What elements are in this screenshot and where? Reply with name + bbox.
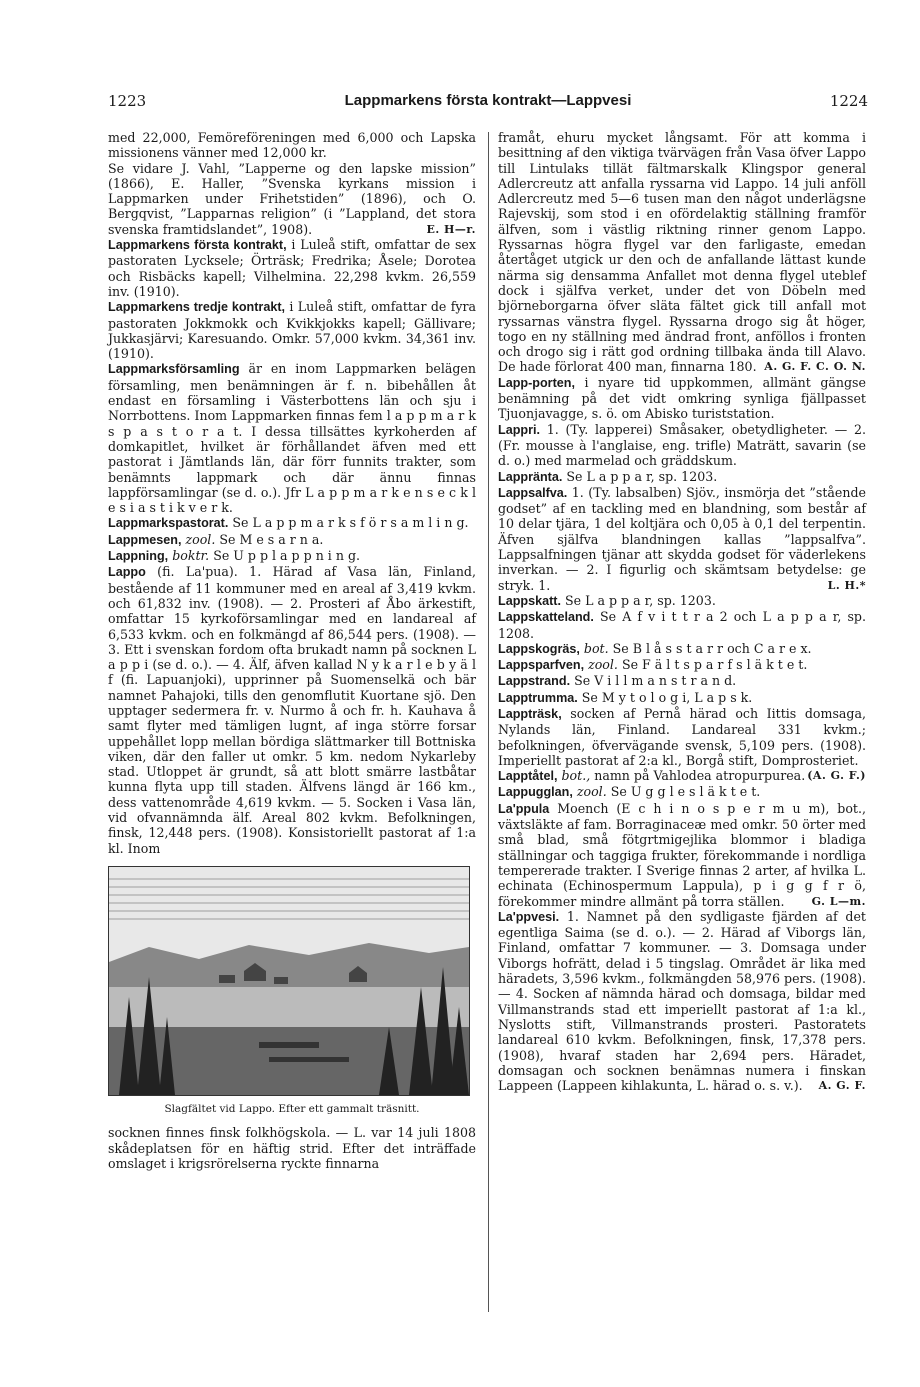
entry-domain: zool. <box>576 784 607 800</box>
paragraph: socknen finnes finsk folkhögskola. — L. var 14 juli 1808 skådeplatsen för en häftig strid. Efter det inträffade omslaget i krigsrörelserna ryckte finnarna <box>108 1125 476 1171</box>
entry-headword: Lappskatt. <box>498 593 561 608</box>
entry-domain: zool. <box>185 531 216 547</box>
author-signature: L. H.* <box>827 578 866 592</box>
page-number-right: 1224 <box>829 92 868 110</box>
entry-body: 1. (Ty. lapperei) Småsaker, obetydligheter. — 2. (Fr. mousse à l'anglaise, eng. trifle) Maträtt, savarin (se d. o.) med marmelad och gräddskum. <box>498 421 866 469</box>
author-signature: (A. G. F.) <box>807 769 866 783</box>
entry-body: Se F ä l t s p a r f s l ä k t e t. <box>621 657 808 673</box>
paragraph <box>108 161 476 237</box>
entry-body: Se M e s a r n a. <box>219 531 324 547</box>
dictionary-entry <box>498 641 866 657</box>
entry-headword: Lapptrumma. <box>498 690 578 705</box>
entry-headword: La'ppvesi. <box>498 909 560 924</box>
entry-headword: Lappmarkens tredje kontrakt, <box>108 300 286 315</box>
dictionary-entry <box>498 909 866 1094</box>
figure-caption: Slagfältet vid Lappo. Efter ett gammalt träsnitt. <box>164 1102 420 1115</box>
entry-headword: Lappmarkspastorat. <box>108 516 229 531</box>
entry-headword: Lappning, <box>108 549 169 564</box>
paragraph <box>498 130 866 375</box>
dictionary-entry <box>498 375 866 422</box>
entry-body: i Luleå stift, omfattar de fyra pastoraten Jokkmokk och Kvikkjokks kapell; Gällivare; Jukkasjärvi; Karesuando. Omkr. 57,000 kvkm. 34,361 inv. (1910). <box>108 299 476 362</box>
paragraph-text: Se vidare J. Vahl, ”Lapperne og den lapske mission” (1866), E. Haller, ”Svenska kyrkans mission i Lappmarken under Frihetstiden” (1896), och O. Bergqvist, ”Lapparnas religion” (i ”Lappland, det stora svenska framtidslandet”, 1908). <box>108 160 476 237</box>
battlefield-illustration <box>108 866 470 1096</box>
dictionary-entry <box>108 299 476 361</box>
entry-body: namn på Vahlodea atropurpurea. <box>594 768 806 784</box>
entry-domain: bot. <box>583 640 609 656</box>
dictionary-entry <box>498 422 866 469</box>
right-column <box>498 130 866 1093</box>
entry-body: i nyare tid uppkommen, allmänt gängse benämning på det vidt omkring synliga fjällpasset Tjuonjavagge, s. ö. om Abisko turiststation. <box>498 374 866 422</box>
page-number-left: 1223 <box>108 92 147 110</box>
entry-body: Se L a p p a r, sp. 1203. <box>566 468 718 484</box>
entry-body: Se V i l l m a n s t r a n d. <box>574 673 737 689</box>
entry-body: Se U g g l e s l ä k t e t. <box>610 784 761 800</box>
dictionary-entry <box>498 657 866 673</box>
entry-headword: Lappugglan, <box>498 785 573 800</box>
entry-headword: Lappstrand. <box>498 674 571 689</box>
entry-headword: Lappskatteland. <box>498 610 594 625</box>
entry-body: Se B l å s s t a r r och C a r e x. <box>612 640 812 656</box>
entry-headword: Lappmarkens första kontrakt, <box>108 238 287 253</box>
dictionary-entry <box>498 593 866 609</box>
author-signature: A. G. F. <box>818 1079 866 1093</box>
paragraph-text: framåt, ehuru mycket långsamt. För att komma i besittning af den viktiga tvärvägen från Vasa öfver Lappo till Lintulaks tillät fältmarskalk Klingspor general Adlercreutz att anfalla ryssarna vid Lappo. 14 juli anföll Adlercreutz med 5—6 tusen man den något underlägsne Rajevskij, som stod i en ofördelaktig ställning framför älfven, som i västlig riktning rinner genom Lappo. Ryssarnas högra flygel var den farligaste, emedan återtåget utgick ur den och de anfallande lättast kunde närma sig densamma Anfallet mot denna flygel uteblef dock i själfva verket, under det von Döbeln med björneborgarna öfver släta fältet gick till anfall mot ryssarnas vänstra flygel. Ryssarna drogo sig åt höger, togo en ny ställning med ändrad front, anföllos i fronten och drogo sig i rätt god ordning tillbaka ända till Alavo. De hade förlorat 400 man, finnarna 180. <box>498 130 866 375</box>
entry-body: 1. Namnet på den sydligaste fjärden af det egentliga Saima (se d. o.). — 2. Härad af Viborgs län, Finland, omfattar 7 kommuner. — 3. Domsaga under Viborgs hofrätt, delad i 5 tingslag. Området är lika med häradets, 3,596 kvkm., folkmängden 58,976 pers. (1908). — 4. Socken af nämnda härad och domsaga, bildar med Villmanstrands stad ett imperiellt pastorat af 1:a kl., Nyslotts stift, Villmanstrands prosteri. Pastoratets landareal 610 kvkm. Befolkningen, finsk, 17,378 pers. (1908), hvaraf staden har 2,694 pers. Häradet, domsagan och socknen benämnas numera i finskan Lappeen (Lappeen kihlakunta, L. härad o. s. v.). <box>498 908 866 1094</box>
dictionary-entry <box>108 532 476 548</box>
entry-body: är en inom Lappmarken belägen församling, men benämningen är f. n. bibehållen åt endast en församling i Västerbottens län och sju i Norrbottens. Inom Lappmarken finnas fem l a p p m a r k s p a s t o r a t. I dessa tillsättes kyrkoherden af domkapitlet, hvilket är förhållandet äfven med ett pastorat i Jämtlands län, där förr funnits trakter, som benämnts lappmark och där ännu finnas lappförsamlingar (se d. o.). Jfr L a p p m a r k e n s e c k l e s i a s t i k v e r k. <box>108 361 476 516</box>
entry-headword: Lappränta. <box>498 469 563 484</box>
dictionary-entry <box>498 801 866 909</box>
entry-headword: Lappo <box>108 565 146 580</box>
entry-headword: Lappri. <box>498 422 540 437</box>
column-divider <box>488 132 489 1312</box>
dictionary-entry <box>498 485 866 593</box>
dictionary-entry <box>108 548 476 564</box>
running-title: Lappmarkens första kontrakt—Lappvesi <box>344 92 632 109</box>
entry-headword: Lapptåtel, <box>498 769 558 784</box>
entry-domain: zool. <box>588 657 618 673</box>
entry-body: (fi. La'pua). 1. Härad af Vasa län, Finland, bestående af 11 kommuner med en areal af 3,419 kvkm. och 61,832 inv. (1908). — 2. Prosteri af Åbo ärkestift, omfattar 15 kyrkoförsamlingar med en landareal af 6,533 kvkm. och en folkmängd af 86,544 pers. (1908). — 3. Ett i svenskan fordom ofta brukadt namn på socknen L a p p i (se d. o.). — 4. Älf, äfven kallad N y k a r l e b y ä l f (fi. Lapuanjoki), upprinner på Suomenselkä och bär namnet Pahajoki, tills den genomflutit Kuortane sjö. Den upptager sedermera fr. v. Nurmo å och fr. h. Kauhava å samt flyter med tämligen lugnt, af inga större forsar uppehållet lopp mellan bördiga slättmarker till Bottniska viken, där den faller ut omkr. 5 km. nedom Nykarleby stad. Utloppet är grundt, så att blott smärre lastbåtar kunna flyta upp till staden. Älfvens längd är 166 km., dess vattenområde 4,619 kvkm. — 5. Socken i Vasa län, vid ofvannämnda älf. Areal 802 kvkm. Befolkningen, finsk, 12,448 pers. (1908). Konsistoriellt pastorat af 1:a kl. Inom <box>108 564 476 856</box>
entry-domain: bot., <box>561 768 591 784</box>
entry-headword: Lappmarksförsamling <box>108 362 240 377</box>
dictionary-entry <box>108 237 476 299</box>
entry-domain: boktr. <box>172 548 210 564</box>
entry-body: Se U p p l a p p n i n g. <box>213 548 361 564</box>
entry-headword: Lapp-porten, <box>498 375 575 390</box>
dictionary-entry <box>498 609 866 641</box>
paragraph: med 22,000, Femöreföreningen med 6,000 och Lapska missionens vänner med 12,000 kr. <box>108 130 476 161</box>
entry-body: Moench (E c h i n o s p e r m u m), bot., växtsläkte af fam. Borraginaceæ med omkr. 50 örter med små blad, små fötgrtmigejlika blommor i bladiga ställningar och taggiga frukter, förekommande i nordliga tempererade trakter. I Sverige finnas 2 arter, af hvilka L. echinata (Echinospermum Lappula), p i g g f r ö, förekommer mindre allmänt på torra ställen. <box>498 800 866 909</box>
woodcut-figure <box>108 866 476 1117</box>
entry-body: i Luleå stift, omfattar de sex pastoraten Lycksele; Örträsk; Fredrika; Åsele; Dorotea och Risbäcks kapell; Vilhelmina. 22,298 kvkm. 26,559 inv. (1910). <box>108 237 476 299</box>
entry-headword: Lappträsk, <box>498 706 562 721</box>
author-signature: A. G. F. C. O. N. <box>764 360 866 374</box>
dictionary-entry <box>498 469 866 485</box>
entry-headword: Lappskogräs, <box>498 641 580 656</box>
entry-headword: Lappsalfva. <box>498 485 568 500</box>
dictionary-entry <box>108 564 476 856</box>
dictionary-entry <box>108 515 476 531</box>
dictionary-entry <box>498 784 866 800</box>
entry-body: 1. (Ty. labsalben) Sjöv., insmörja det ”stående godset” af en tackling med en blandning, som består af 10 delar tjära, 1 del koltjära och 0,05 à 0,1 del terpentin. Äfven själfva blandningen kallas ”lappsalfva”. Lappsalfningen tjänar att skydda godset för väderlekens inverkan. — 2. I figurlig och skämtsam betydelse: ge stryk. 1. <box>498 484 866 593</box>
dictionary-entry <box>498 690 866 706</box>
author-signature: G. L—m. <box>811 894 866 908</box>
left-column <box>108 130 476 1171</box>
page-header <box>108 92 868 116</box>
dictionary-entry <box>108 361 476 515</box>
author-signature: E. H—r. <box>426 222 476 236</box>
dictionary-entry <box>498 673 866 689</box>
entry-body: socken af Pernå härad och Iittis domsaga, Nylands län, Finland. Landareal 331 kvkm.; befolkningen, öfvervägande svensk, 5,109 pers. (1908). Imperiellt pastorat af 2:a kl., Borgå stift, Domprosteriet. <box>498 705 866 768</box>
entry-headword: Lappmesen, <box>108 532 182 547</box>
entry-body: Se L a p p a r, sp. 1203. <box>565 592 716 608</box>
entry-body: Se M y t o l o g i, L a p s k. <box>581 689 753 705</box>
entry-headword: La'ppula <box>498 801 550 816</box>
entry-headword: Lappsparfven, <box>498 658 585 673</box>
entry-body: Se A f v i t t r a 2 och L a p p a r, sp. 1208. <box>498 609 866 641</box>
entry-body: Se L a p p m a r k s f ö r s a m l i n g. <box>232 515 469 531</box>
